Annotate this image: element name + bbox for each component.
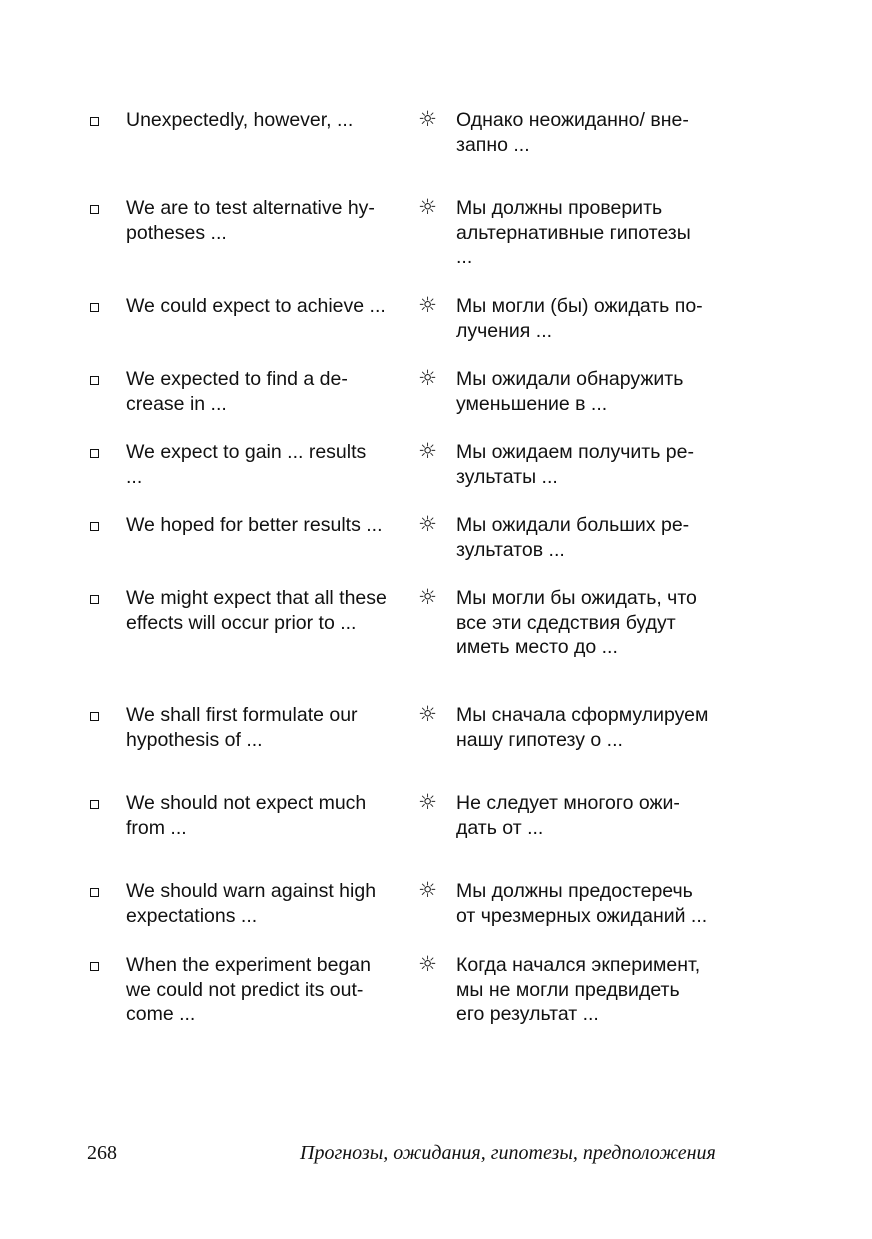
checkbox-square-icon xyxy=(90,712,99,721)
sun-icon: ☼ xyxy=(418,952,437,976)
english-phrase: We expected to find a de- crease in ... xyxy=(126,368,348,415)
checkbox-square-icon xyxy=(90,888,99,897)
english-phrase: We are to test alternative hy- potheses ... xyxy=(126,197,375,244)
checkbox-square-icon xyxy=(90,962,99,971)
english-phrase: We hoped for better results ... xyxy=(126,514,383,536)
russian-translation: Мы ожидали обнаружить уменьшение в ... xyxy=(456,368,684,415)
checkbox-square-icon xyxy=(90,303,99,312)
sun-icon: ☼ xyxy=(418,439,437,463)
english-phrase: We should not expect much from ... xyxy=(126,792,367,839)
russian-translation: Однако неожиданно/ вне- запно ... xyxy=(456,109,689,156)
english-phrase: We should warn against high expectations ... xyxy=(126,880,377,927)
checkbox-square-icon xyxy=(90,800,99,809)
russian-translation: Мы сначала сформулируем нашу гипотезу о ... xyxy=(456,704,709,751)
checkbox-square-icon xyxy=(90,205,99,214)
english-phrase: When the experiment began we could not predict its out- come ... xyxy=(126,954,371,1025)
checkbox-square-icon xyxy=(90,522,99,531)
sun-icon: ☼ xyxy=(418,293,437,317)
english-phrase: Unexpectedly, however, ... xyxy=(126,109,354,131)
sun-icon: ☼ xyxy=(418,702,437,726)
sun-icon: ☼ xyxy=(418,585,437,609)
english-phrase: We shall first formulate our hypothesis of ... xyxy=(126,704,358,751)
english-phrase: We expect to gain ... results ... xyxy=(126,441,367,488)
english-phrase: We could expect to achieve ... xyxy=(126,295,386,317)
russian-translation: Мы ожидали больших ре- зультатов ... xyxy=(456,514,690,561)
russian-translation: Мы могли бы ожидать, что все эти сдедствия будут иметь место до ... xyxy=(456,587,697,658)
sun-icon: ☼ xyxy=(418,195,437,219)
russian-translation: Мы могли (бы) ожидать по- лучения ... xyxy=(456,295,703,342)
running-title: Прогнозы, ожидания, гипотезы, предположения xyxy=(300,1142,716,1164)
sun-icon: ☼ xyxy=(418,790,437,814)
sun-icon: ☼ xyxy=(418,366,437,390)
page-number: 268 xyxy=(87,1142,117,1164)
checkbox-square-icon xyxy=(90,449,99,458)
checkbox-square-icon xyxy=(90,117,99,126)
checkbox-square-icon xyxy=(90,595,99,604)
russian-translation: Когда начался экперимент, мы не могли предвидеть его результат ... xyxy=(456,954,701,1025)
sun-icon: ☼ xyxy=(418,878,437,902)
english-phrase: We might expect that all these effects will occur prior to ... xyxy=(126,587,387,634)
russian-translation: Не следует многого ожи- дать от ... xyxy=(456,792,680,839)
checkbox-square-icon xyxy=(90,376,99,385)
russian-translation: Мы должны предостеречь от чрезмерных ожиданий ... xyxy=(456,880,708,927)
sun-icon: ☼ xyxy=(418,512,437,536)
sun-icon: ☼ xyxy=(418,107,437,131)
russian-translation: Мы ожидаем получить ре- зультаты ... xyxy=(456,441,694,488)
russian-translation: Мы должны проверить альтернативные гипотезы ... xyxy=(456,197,691,268)
page-footer xyxy=(0,1142,872,1170)
